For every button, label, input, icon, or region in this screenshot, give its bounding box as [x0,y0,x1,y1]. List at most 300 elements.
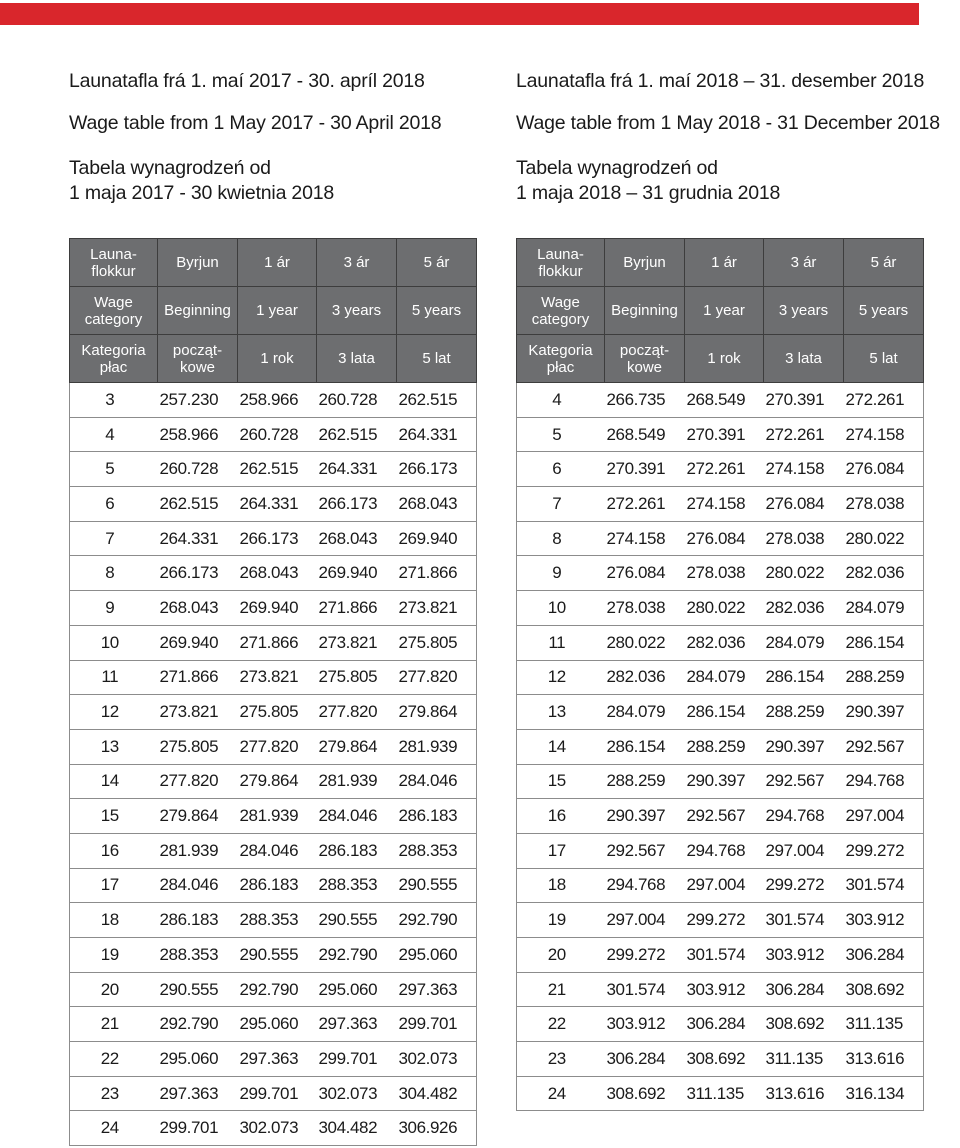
wage-value-cell: 279.864 [158,799,238,834]
title-polish-line1: Tabela wynagrodzeń od [516,157,718,179]
wage-value-cell: 311.135 [685,1076,764,1111]
table-row [70,417,477,452]
table-row [517,383,924,418]
wage-category-cell: 23 [70,1076,158,1111]
table-row [70,938,477,973]
header-row [70,287,477,335]
wage-category-cell: 11 [517,625,605,660]
wage-value-cell: 294.768 [764,799,844,834]
wage-value-cell: 286.183 [317,833,397,868]
wage-value-cell: 308.692 [685,1042,764,1077]
wage-value-cell: 268.043 [238,556,317,591]
wage-value-cell: 275.805 [397,625,477,660]
wage-category-cell: 4 [517,383,605,418]
wage-value-cell: 286.154 [844,625,924,660]
wage-value-cell: 294.768 [844,764,924,799]
wage-value-cell: 299.272 [605,938,685,973]
wage-value-cell: 303.912 [764,938,844,973]
header-step-label: 5 lat [397,335,477,383]
wage-value-cell: 273.821 [238,660,317,695]
wage-value-cell: 316.134 [844,1076,924,1111]
wage-value-cell: 264.331 [317,452,397,487]
wage-value-cell: 301.574 [844,868,924,903]
title-english: Wage table from 1 May 2018 - 31 December 2018 [516,112,940,134]
wage-value-cell: 303.912 [605,1007,685,1042]
wage-value-cell: 268.043 [397,487,477,522]
wage-value-cell: 306.284 [844,938,924,973]
wage-value-cell: 284.079 [844,591,924,626]
wage-value-cell: 262.515 [238,452,317,487]
wage-category-cell: 14 [517,729,605,764]
wage-value-cell: 297.004 [685,868,764,903]
table-row [517,972,924,1007]
wage-category-cell: 19 [517,903,605,938]
title-polish-line1: Tabela wynagrodzeń od [69,157,271,179]
wage-value-cell: 274.158 [685,487,764,522]
wage-category-cell: 11 [70,660,158,695]
wage-value-cell: 268.549 [685,383,764,418]
header-row [517,335,924,383]
table-row [517,625,924,660]
wage-value-cell: 297.004 [844,799,924,834]
wage-value-cell: 271.866 [238,625,317,660]
wage-value-cell: 266.173 [238,521,317,556]
wage-category-cell: 10 [517,591,605,626]
table-row [517,591,924,626]
wage-value-cell: 275.805 [317,660,397,695]
table-row [70,833,477,868]
wage-value-cell: 299.701 [397,1007,477,1042]
wage-category-cell: 13 [70,729,158,764]
wage-value-cell: 299.272 [685,903,764,938]
wage-value-cell: 301.574 [685,938,764,973]
wage-value-cell: 292.790 [397,903,477,938]
wage-value-cell: 311.135 [844,1007,924,1042]
wage-table-2018 [516,238,924,1111]
wage-value-cell: 279.864 [397,695,477,730]
wage-category-cell: 23 [517,1042,605,1077]
wage-category-cell: 6 [517,452,605,487]
wage-value-cell: 264.331 [397,417,477,452]
table-row [70,695,477,730]
wage-category-cell: 15 [70,799,158,834]
wage-value-cell: 297.004 [764,833,844,868]
table-row [517,660,924,695]
wage-value-cell: 273.821 [158,695,238,730]
wage-value-cell: 279.864 [317,729,397,764]
title-polish-line2: 1 maja 2018 – 31 grudnia 2018 [516,182,781,204]
wage-value-cell: 282.036 [844,556,924,591]
header-step-label: począt- kowe [605,335,685,383]
header-step-label: Byrjun [158,239,238,287]
wage-value-cell: 276.084 [605,556,685,591]
wage-category-cell: 22 [70,1042,158,1077]
wage-value-cell: 268.043 [158,591,238,626]
wage-value-cell: 274.158 [844,417,924,452]
wage-value-cell: 297.004 [605,903,685,938]
table-row [517,452,924,487]
wage-value-cell: 284.046 [397,764,477,799]
wage-category-cell: 17 [70,868,158,903]
wage-value-cell: 297.363 [397,972,477,1007]
wage-value-cell: 284.046 [238,833,317,868]
table-row [70,1042,477,1077]
wage-value-cell: 288.353 [317,868,397,903]
wage-value-cell: 286.154 [605,729,685,764]
header-step-label: 1 year [685,287,764,335]
wage-value-cell: 292.790 [238,972,317,1007]
wage-category-cell: 19 [70,938,158,973]
wage-value-cell: 286.183 [238,868,317,903]
wage-value-cell: 301.574 [764,903,844,938]
table-row [70,1111,477,1146]
table-row [517,868,924,903]
wage-value-cell: 257.230 [158,383,238,418]
wage-value-cell: 306.284 [605,1042,685,1077]
header-category-label: Launa- flokkur [517,239,605,287]
wage-value-cell: 299.701 [317,1042,397,1077]
wage-value-cell: 282.036 [685,625,764,660]
table-row [517,487,924,522]
wage-category-cell: 7 [70,521,158,556]
wage-value-cell: 299.701 [158,1111,238,1146]
header-step-label: 5 years [397,287,477,335]
wage-value-cell: 303.912 [685,972,764,1007]
wage-value-cell: 276.084 [685,521,764,556]
wage-value-cell: 277.820 [397,660,477,695]
wage-category-cell: 24 [517,1076,605,1111]
table-row [70,868,477,903]
wage-category-cell: 3 [70,383,158,418]
wage-value-cell: 290.397 [685,764,764,799]
table-row [70,903,477,938]
header-step-label: 3 lata [317,335,397,383]
wage-value-cell: 292.790 [317,938,397,973]
wage-value-cell: 308.692 [605,1076,685,1111]
wage-value-cell: 278.038 [685,556,764,591]
title-icelandic: Launatafla frá 1. maí 2017 - 30. apríl 2018 [69,70,425,92]
wage-value-cell: 313.616 [844,1042,924,1077]
wage-value-cell: 288.353 [397,833,477,868]
wage-value-cell: 277.820 [238,729,317,764]
table-row [517,695,924,730]
table-row [70,521,477,556]
wage-value-cell: 308.692 [764,1007,844,1042]
wage-value-cell: 301.574 [605,972,685,1007]
wage-value-cell: 304.482 [317,1111,397,1146]
wage-value-cell: 282.036 [605,660,685,695]
wage-value-cell: 302.073 [397,1042,477,1077]
header-step-label: 1 rok [238,335,317,383]
table-row [70,660,477,695]
wage-value-cell: 286.183 [397,799,477,834]
table-row [70,729,477,764]
wage-value-cell: 278.038 [764,521,844,556]
wage-value-cell: 273.821 [317,625,397,660]
wage-value-cell: 275.805 [158,729,238,764]
header-step-label: 1 rok [685,335,764,383]
wage-value-cell: 295.060 [317,972,397,1007]
wage-value-cell: 290.555 [158,972,238,1007]
header-category-label: Wage category [70,287,158,335]
table-row [70,1076,477,1111]
wage-value-cell: 277.820 [317,695,397,730]
wage-value-cell: 290.397 [764,729,844,764]
wage-value-cell: 304.482 [397,1076,477,1111]
wage-value-cell: 302.073 [317,1076,397,1111]
wage-value-cell: 284.079 [685,660,764,695]
wage-category-cell: 24 [70,1111,158,1146]
wage-value-cell: 288.259 [844,660,924,695]
wage-category-cell: 4 [70,417,158,452]
header-step-label: 1 ár [685,239,764,287]
header-step-label: 1 year [238,287,317,335]
wage-value-cell: 266.173 [317,487,397,522]
header-row [517,287,924,335]
table-row [517,903,924,938]
wage-value-cell: 280.022 [605,625,685,660]
wage-value-cell: 286.154 [685,695,764,730]
wage-value-cell: 281.939 [238,799,317,834]
header-step-label: Beginning [158,287,238,335]
table-row [70,972,477,1007]
header-step-label: 5 years [844,287,924,335]
wage-value-cell: 295.060 [158,1042,238,1077]
wage-value-cell: 272.261 [764,417,844,452]
wage-category-cell: 20 [70,972,158,1007]
header-step-label: Byrjun [605,239,685,287]
wage-value-cell: 302.073 [238,1111,317,1146]
wage-value-cell: 306.284 [685,1007,764,1042]
table-row [70,764,477,799]
wage-value-cell: 271.866 [397,556,477,591]
wage-value-cell: 299.272 [764,868,844,903]
table-row [517,556,924,591]
wage-value-cell: 279.864 [238,764,317,799]
wage-value-cell: 284.079 [605,695,685,730]
table-row [70,591,477,626]
wage-value-cell: 294.768 [685,833,764,868]
wage-value-cell: 258.966 [158,417,238,452]
wage-category-cell: 16 [70,833,158,868]
header-step-label: 1 ár [238,239,317,287]
wage-value-cell: 274.158 [764,452,844,487]
header-category-label: Kategoria płac [517,335,605,383]
wage-category-cell: 16 [517,799,605,834]
wage-value-cell: 268.549 [605,417,685,452]
wage-category-cell: 8 [70,556,158,591]
wage-value-cell: 277.820 [158,764,238,799]
header-row [517,239,924,287]
accent-bar [0,3,919,25]
wage-value-cell: 266.173 [158,556,238,591]
header-category-label: Wage category [517,287,605,335]
wage-value-cell: 273.821 [397,591,477,626]
wage-category-cell: 9 [70,591,158,626]
table-row [70,487,477,522]
wage-value-cell: 270.391 [764,383,844,418]
wage-value-cell: 272.261 [685,452,764,487]
wage-value-cell: 262.515 [158,487,238,522]
wage-value-cell: 270.391 [685,417,764,452]
table-row [517,417,924,452]
header-category-label: Kategoria płac [70,335,158,383]
table-row [517,729,924,764]
wage-value-cell: 280.022 [685,591,764,626]
wage-value-cell: 260.728 [158,452,238,487]
wage-value-cell: 264.331 [238,487,317,522]
wage-value-cell: 313.616 [764,1076,844,1111]
wage-value-cell: 299.701 [238,1076,317,1111]
wage-category-cell: 21 [517,972,605,1007]
wage-category-cell: 21 [70,1007,158,1042]
header-row [70,239,477,287]
table-row [517,833,924,868]
wage-value-cell: 297.363 [158,1076,238,1111]
wage-value-cell: 264.331 [158,521,238,556]
wage-value-cell: 272.261 [605,487,685,522]
header-step-label: 3 ár [317,239,397,287]
table-row [70,556,477,591]
wage-value-cell: 286.183 [158,903,238,938]
wage-value-cell: 297.363 [317,1007,397,1042]
wage-value-cell: 270.391 [605,452,685,487]
wage-value-cell: 281.939 [397,729,477,764]
wage-category-cell: 18 [517,868,605,903]
wage-value-cell: 262.515 [317,417,397,452]
wage-value-cell: 292.567 [844,729,924,764]
wage-value-cell: 306.284 [764,972,844,1007]
wage-value-cell: 258.966 [238,383,317,418]
wage-value-cell: 303.912 [844,903,924,938]
wage-value-cell: 269.940 [397,521,477,556]
table-row [517,1076,924,1111]
header-step-label: 3 years [764,287,844,335]
header-category-label: Launa- flokkur [70,239,158,287]
wage-value-cell: 295.060 [238,1007,317,1042]
wage-value-cell: 269.940 [317,556,397,591]
header-step-label: 5 ár [397,239,477,287]
header-step-label: 3 lata [764,335,844,383]
table-row [517,799,924,834]
wage-value-cell: 288.259 [685,729,764,764]
table-row [517,1042,924,1077]
table-row [517,1007,924,1042]
wage-value-cell: 278.038 [844,487,924,522]
wage-value-cell: 281.939 [158,833,238,868]
wage-value-cell: 292.567 [685,799,764,834]
wage-value-cell: 288.353 [158,938,238,973]
wage-category-cell: 12 [517,660,605,695]
table-row [70,383,477,418]
title-icelandic: Launatafla frá 1. maí 2018 – 31. desember 2018 [516,70,925,92]
wage-value-cell: 297.363 [238,1042,317,1077]
wage-value-cell: 284.046 [158,868,238,903]
wage-value-cell: 311.135 [764,1042,844,1077]
wage-value-cell: 260.728 [317,383,397,418]
wage-category-cell: 13 [517,695,605,730]
wage-value-cell: 269.940 [158,625,238,660]
wage-category-cell: 8 [517,521,605,556]
wage-value-cell: 295.060 [397,938,477,973]
wage-value-cell: 274.158 [605,521,685,556]
wage-value-cell: 262.515 [397,383,477,418]
wage-category-cell: 17 [517,833,605,868]
wage-value-cell: 299.272 [844,833,924,868]
wage-value-cell: 290.397 [844,695,924,730]
wage-value-cell: 290.397 [605,799,685,834]
table-row [517,938,924,973]
wage-category-cell: 7 [517,487,605,522]
table-row [517,521,924,556]
wage-category-cell: 10 [70,625,158,660]
header-step-label: Beginning [605,287,685,335]
table-row [70,452,477,487]
wage-category-cell: 20 [517,938,605,973]
header-step-label: począt- kowe [158,335,238,383]
wage-value-cell: 284.079 [764,625,844,660]
wage-value-cell: 292.790 [158,1007,238,1042]
wage-value-cell: 281.939 [317,764,397,799]
header-row [70,335,477,383]
wage-value-cell: 268.043 [317,521,397,556]
header-step-label: 5 lat [844,335,924,383]
wage-value-cell: 288.259 [605,764,685,799]
wage-value-cell: 292.567 [605,833,685,868]
wage-value-cell: 308.692 [844,972,924,1007]
table-row [70,1007,477,1042]
header-step-label: 3 ár [764,239,844,287]
wage-value-cell: 269.940 [238,591,317,626]
wage-category-cell: 15 [517,764,605,799]
wage-value-cell: 276.084 [764,487,844,522]
wage-value-cell: 278.038 [605,591,685,626]
wage-category-cell: 12 [70,695,158,730]
table-row [517,764,924,799]
wage-category-cell: 6 [70,487,158,522]
wage-category-cell: 14 [70,764,158,799]
table-row [70,799,477,834]
header-step-label: 5 ár [844,239,924,287]
wage-value-cell: 282.036 [764,591,844,626]
wage-value-cell: 294.768 [605,868,685,903]
wage-value-cell: 290.555 [238,938,317,973]
wage-value-cell: 286.154 [764,660,844,695]
wage-value-cell: 284.046 [317,799,397,834]
wage-category-cell: 9 [517,556,605,591]
wage-table-2017 [69,238,477,1146]
wage-value-cell: 280.022 [764,556,844,591]
wage-category-cell: 18 [70,903,158,938]
wage-value-cell: 266.173 [397,452,477,487]
wage-value-cell: 266.735 [605,383,685,418]
wage-category-cell: 22 [517,1007,605,1042]
wage-category-cell: 5 [70,452,158,487]
wage-value-cell: 272.261 [844,383,924,418]
wage-value-cell: 275.805 [238,695,317,730]
wage-category-cell: 5 [517,417,605,452]
wage-value-cell: 288.259 [764,695,844,730]
wage-value-cell: 288.353 [238,903,317,938]
wage-value-cell: 260.728 [238,417,317,452]
wage-value-cell: 306.926 [397,1111,477,1146]
wage-value-cell: 280.022 [844,521,924,556]
title-english: Wage table from 1 May 2017 - 30 April 2018 [69,112,442,134]
table-row [70,625,477,660]
header-step-label: 3 years [317,287,397,335]
wage-value-cell: 276.084 [844,452,924,487]
wage-value-cell: 271.866 [317,591,397,626]
